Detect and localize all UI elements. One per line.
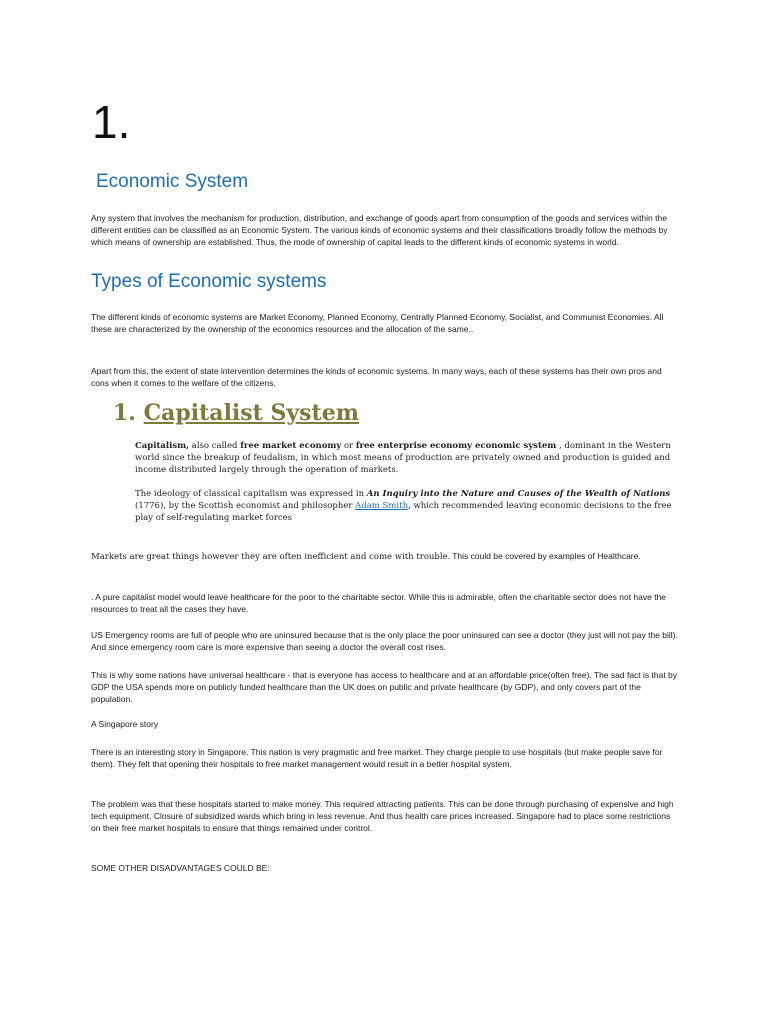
text: , which recommended leaving economic decisions to the free play of self-regulating market forces xyxy=(135,501,672,523)
economic-system-paragraph: Any system that involves the mechanism for production, distribution, and exchange of goods apart from consumption of the goods and services within the different entities can be classified as an Economic System. The various kinds of economic systems and their classifications broadly follow the methods by which means of ownership are established. Thus, the mode of ownership of capital leads to the different kinds of economic systems in world. xyxy=(91,213,668,247)
text: or xyxy=(341,441,356,451)
markets-paragraph xyxy=(91,550,681,563)
section-number: 1. xyxy=(92,96,131,148)
capitalist-heading xyxy=(113,398,359,428)
term-free-enterprise: free enterprise economy economic system xyxy=(355,441,557,451)
text: The ideology of classical capitalism was expressed in xyxy=(135,489,367,499)
adam-smith-link[interactable]: Adam Smith xyxy=(355,501,409,511)
text: , dominant in the Western world since the breakup of feudalism, in which most means of production are privately owned and production is guided and income distributed largely through the operation of markets. xyxy=(135,441,671,475)
types-heading: Types of Economic systems xyxy=(91,271,327,292)
capitalism-ideology xyxy=(135,488,675,524)
capitalist-heading-number: 1. xyxy=(113,400,136,426)
universal-healthcare-paragraph: This is why some nations have universal healthcare - that is everyone has access to healthcare and at an affordable price(often free). The sad fact is that by GDP the USA spends more on publicly funded healthcare than the UK does on public and private healthcare (by GDP), and only covers part of the population. xyxy=(91,670,678,704)
text: (1776), by the Scottish economist and philosopher xyxy=(135,501,356,511)
pure-capitalist-paragraph: . A pure capitalist model would leave healthcare for the poor to the charitable sector. While this is admirable, often the charitable sector does not have the resources to treat all the cases they have. xyxy=(91,592,667,614)
economic-system-heading: Economic System xyxy=(96,171,249,192)
types-paragraph-1: The different kinds of economic systems are Market Economy, Planned Economy, Centrally Planned Economy, Socialist, and Communist Economies. All these are characterized by the ownership of the economics resources and the allocation of the same.. xyxy=(91,312,664,334)
book-title: An Inquiry into the Nature and Causes of the Wealth of Nations xyxy=(366,489,671,499)
text: also called xyxy=(189,441,241,451)
capitalism-definition xyxy=(135,440,675,476)
markets-rest-text: . This could be covered by examples of Healthcare. xyxy=(447,551,641,561)
types-paragraph-2: Apart from this, the extent of state intervention determines the kinds of economic systems. In many ways, each of these systems has their own pros and cons when it comes to the welfare of the citizens. xyxy=(91,366,662,388)
capitalist-heading-label: Capitalist System xyxy=(143,400,359,426)
singapore-paragraph-2: The problem was that these hospitals started to make money. This required attracting patients. This can be done through purchasing of expensive and high tech equipment. Closure of subsidized wards which bring in less revenue. And thus health care prices increased. Singapore had to place some restrictions on their free market hospitals to ensure that things remained under control. xyxy=(91,799,674,833)
markets-serif-text: Markets are great things however they are often inefficient and come with trouble xyxy=(91,552,448,562)
us-emergency-paragraph: US Emergency rooms are full of people who are uninsured because that is the only place the poor uninsured can see a doctor (they just will not pay the bill). And since emergency room care is more expensive than seeing a doctor the overall cost rises. xyxy=(91,630,678,652)
term-free-market: free market economy xyxy=(240,441,342,451)
disadvantages-heading: SOME OTHER DISADVANTAGES COULD BE: xyxy=(91,863,270,873)
singapore-paragraph-1: There is an interesting story in Singapore. This nation is very pragmatic and free market. They charge people to use hospitals (but make people save for them). They felt that opening their hospitals to free market management would result in a better hospital system. xyxy=(91,747,663,769)
term-capitalism: Capitalism, xyxy=(135,441,190,451)
singapore-heading: A Singapore story xyxy=(91,719,159,729)
